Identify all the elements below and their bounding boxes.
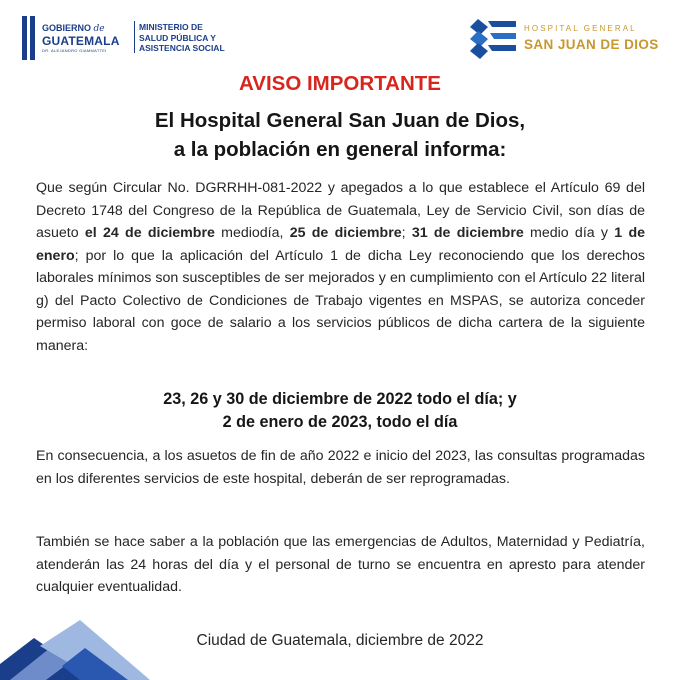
hospital-emblem-icon: [470, 15, 516, 59]
ministry-name: MINISTERIO DE SALUD PÚBLICA Y ASISTENCIA SOCIAL: [139, 22, 225, 53]
notice-subtitle: El Hospital General San Juan de Dios, a la población en general informa:: [154, 109, 526, 161]
gobierno-tagline: DR. ALEJANDRO GIAMMATTEI: [42, 48, 107, 53]
corner-decoration-icon: [0, 620, 160, 680]
hospital-name-label: SAN JUAN DE DIOS: [524, 37, 659, 52]
place-date-footer: Ciudad de Guatemala, diciembre de 2022: [196, 632, 484, 649]
guatemala-word: GUATEMALA: [42, 34, 120, 48]
hospital-general-label: HOSPITAL GENERAL: [524, 24, 637, 33]
hospital-logo: [470, 15, 670, 60]
header: [0, 0, 680, 70]
leave-dates-highlight: 23, 26 y 30 de diciembre de 2022 todo el día; y 2 de enero de 2023, todo el día: [163, 390, 517, 431]
paragraph-circular: Que según Circular No. DGRRHH-081-2022 y apegados a lo que establece el Artículo 69 del Decreto 1748 del Congreso de la República de Guatemala, Ley de Servicio Civil, son días de asueto el 24 de diciembre mediodía, 25 de diciembre; 31 de diciembre medio día y 1 de enero; por lo que la aplicación del Artículo 1 de dicha Ley reconociendo que los derechos laborales mínimos son susceptibles de ser mejorados y en cumplimiento con el Artículo 22 literal g) del Pacto Colectivo de Condiciones de Trabajo vigentes en MSPAS, se autoriza conceder permiso laboral con goce de salario a los servicios públicos de dicha cartera de la siguiente manera:: [36, 180, 645, 354]
guatemala-flag-bars-icon: [22, 16, 36, 60]
gobierno-guatemala-logo: [22, 15, 252, 65]
logo-divider: [134, 21, 135, 53]
notice-title: AVISO IMPORTANTE: [239, 72, 441, 95]
gobierno-word: GOBIERNO de: [42, 23, 105, 34]
paragraph-emergencies: También se hace saber a la población que las emergencias de Adultos, Maternidad y Pediatría, atenderán las 24 horas del día y el personal de turno se encuentra en apresto para atender cualquier eventualidad.: [36, 534, 645, 595]
paragraph-reschedule: En consecuencia, a los asuetos de fin de año 2022 e inicio del 2023, las consultas programadas en los diferentes servicios de este hospital, deberán de ser reprogramadas.: [36, 448, 645, 487]
